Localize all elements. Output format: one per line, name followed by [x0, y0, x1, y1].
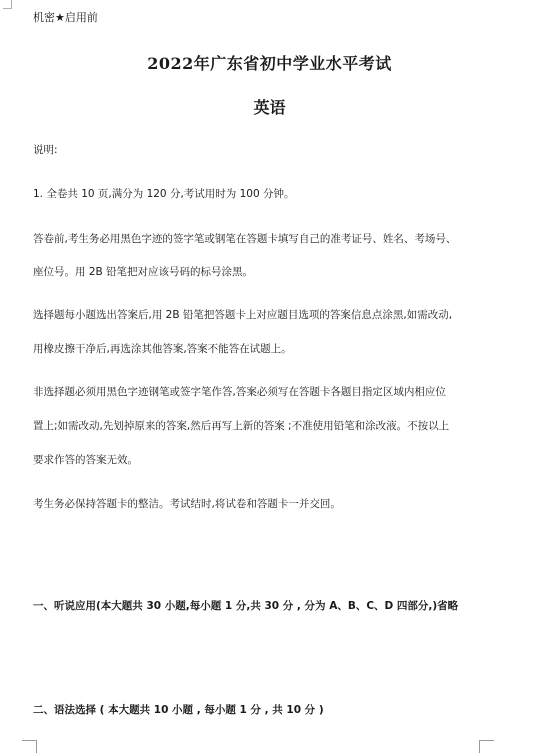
section-2-heading: 二、语法选择 ( 本大题共 10 小题 , 每小题 1 分 , 共 10 分 )	[33, 704, 324, 716]
instruction-item-1: 1. 全卷共 10 页,满分为 120 分,考试用时为 100 分钟。	[33, 188, 295, 200]
instruction-paragraph-2-line-1: 答卷前,考生务必用黑色字迹的签字笔或钢笔在答题卡填写自己的准考证号、姓名、考场号、	[33, 233, 457, 245]
instruction-paragraph-3-line-2: 用橡皮擦干净后,再选涂其他答案,答案不能答在试题上。	[33, 343, 292, 355]
instruction-paragraph-4-line-1: 非选择题必须用黑色字迹钢笔或签字笔作答,答案必须写在答题卡各题目指定区域内相应位	[33, 386, 446, 398]
confidential-label: 机密★启用前	[33, 11, 98, 24]
exam-subject: 英语	[253, 98, 286, 117]
instruction-paragraph-5: 考生务必保持答题卡的整洁。考试结时,将试卷和答题卡一并交回。	[33, 498, 341, 510]
page-corner-mark-bottom-left	[22, 740, 37, 753]
instruction-paragraph-3-line-1: 选择题每小题选出答案后,用 2B 铅笔把答题卡上对应题目选项的答案信息点涂黑,如需改动,	[33, 309, 453, 321]
instructions-heading: 说明:	[33, 144, 58, 156]
instruction-paragraph-2-line-2: 座位号。用 2B 铅笔把对应该号码的标号涂黑。	[33, 266, 254, 278]
page-corner-mark-top-left	[3, 0, 12, 9]
page-corner-mark-bottom-right	[479, 740, 494, 753]
instruction-paragraph-4-line-3: 要求作答的答案无效。	[33, 454, 138, 466]
exam-title: 2022年广东省初中学业水平考试	[147, 54, 392, 73]
section-1-heading: 一、听说应用(本大题共 30 小题,每小题 1 分,共 30 分 , 分为 A、B、C、D 四部分,)省略	[33, 600, 459, 612]
instruction-paragraph-4-line-2: 置上;如需改动,先划掉原来的答案,然后再写上新的答案 ;不准使用铅笔和涂改液。不按以上	[33, 420, 450, 432]
